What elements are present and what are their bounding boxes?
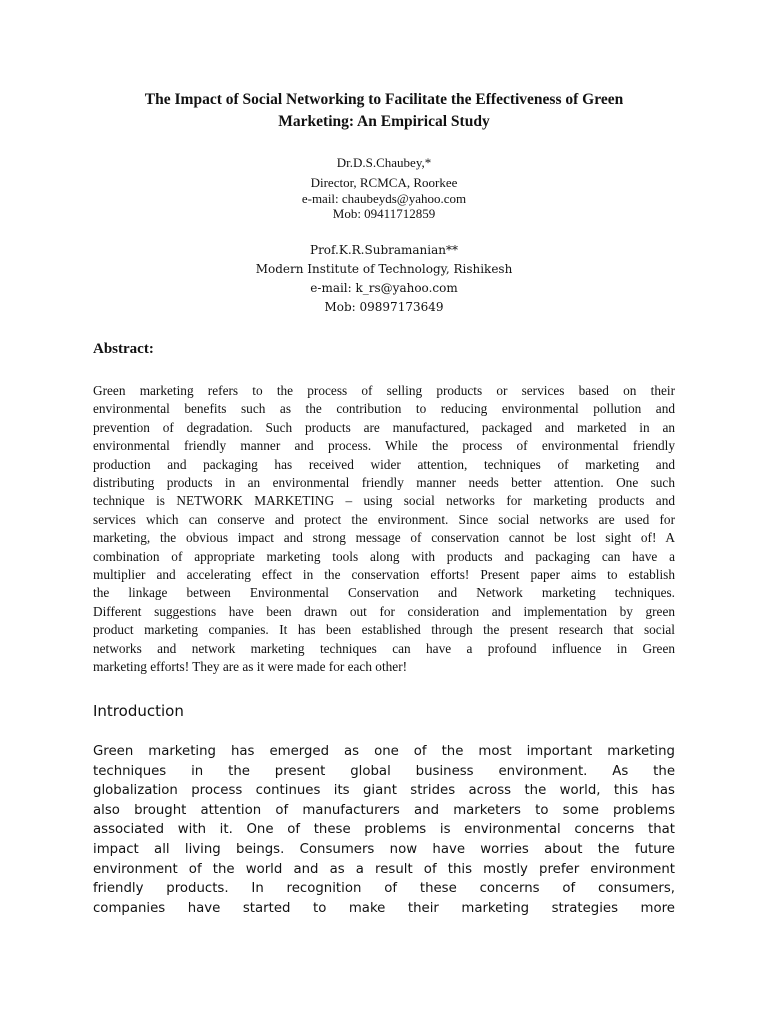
abstract-line: networks and network marketing techniques can have a profound influence in Green xyxy=(93,640,675,656)
title-line: Marketing: An Empirical Study xyxy=(278,113,490,130)
abstract-line: services which can conserve and protect the environment. Since social networks are used for xyxy=(93,511,675,527)
abstract-line: prevention of degradation. Such products are manufactured, packaged and marketed in an xyxy=(93,419,675,435)
introduction-line: friendly products. In recognition of these concerns of consumers, xyxy=(93,881,675,897)
introduction-line: techniques in the present global business environment. As the xyxy=(93,763,675,779)
paper-title xyxy=(93,89,675,133)
abstract-line: Different suggestions have been drawn out for consideration and implementation by green xyxy=(93,603,675,619)
abstract-line: Green marketing refers to the process of selling products or services based on their xyxy=(93,383,675,398)
abstract-line: environmental friendly manner and process. While the process of environmental friendly xyxy=(93,438,675,454)
author-email: e-mail: chaubeyds@yahoo.com xyxy=(301,190,467,206)
introduction-line: impact all living beings. Consumers now have worries about the future xyxy=(93,841,675,857)
author-affiliation: Modern Institute of Technology, Rishikesh xyxy=(255,262,513,276)
introduction-line: associated with it. One of these problems is environmental concerns that xyxy=(93,822,675,838)
author-block-1 xyxy=(93,154,675,222)
abstract-line: production and packaging has received wider attention, techniques of marketing and xyxy=(93,456,675,472)
introduction-line: also brought attention of manufacturers and marketers to some problems xyxy=(93,802,675,818)
abstract-line: the linkage between Environmental Conservation and Network marketing techniques. xyxy=(93,585,675,601)
introduction-paragraph xyxy=(93,742,675,918)
author-block-2 xyxy=(93,241,675,317)
abstract-line: product marketing companies. It has been established through the present research that social xyxy=(93,622,675,638)
author-name: Prof.K.R.Subramanian** xyxy=(310,243,458,257)
abstract-heading: Abstract: xyxy=(93,341,154,357)
author-affiliation: Director, RCMCA, Roorkee xyxy=(310,175,458,190)
author-name: Dr.D.S.Chaubey,* xyxy=(336,155,432,170)
abstract-line: marketing efforts! They are as it were made for each other! xyxy=(93,659,408,675)
abstract-line: combination of appropriate marketing tools along with products and packaging can have a xyxy=(93,548,675,564)
abstract-line: environmental benefits such as the contribution to reducing environmental pollution and xyxy=(93,401,675,417)
abstract-line: marketing, the obvious impact and strong message of conservation cannot be lost sight of! A xyxy=(93,530,675,546)
introduction-line: environment of the world and as a result of this mostly prefer environment xyxy=(93,861,675,877)
abstract-line: distributing products in an environmental friendly manner needs better attention. One such xyxy=(93,475,675,491)
abstract-line: technique is NETWORK MARKETING – using social networks for marketing products and xyxy=(93,493,675,509)
author-mobile: Mob: 09897173649 xyxy=(324,300,444,314)
author-email: e-mail: k_rs@yahoo.com xyxy=(310,281,458,295)
abstract-paragraph xyxy=(93,382,675,677)
title-line: The Impact of Social Networking to Facilitate the Effectiveness of Green xyxy=(144,91,624,108)
introduction-heading: Introduction xyxy=(93,702,184,720)
introduction-line: Green marketing has emerged as one of the most important marketing xyxy=(93,744,675,759)
abstract-line: multiplier and accelerating effect in the conservation efforts! Present paper aims to establish xyxy=(93,567,675,583)
introduction-line: companies have started to make their marketing strategies more xyxy=(93,900,675,916)
introduction-line: globalization process continues its giant strides across the world, this has xyxy=(93,783,675,799)
author-mobile: Mob: 09411712859 xyxy=(332,206,436,221)
